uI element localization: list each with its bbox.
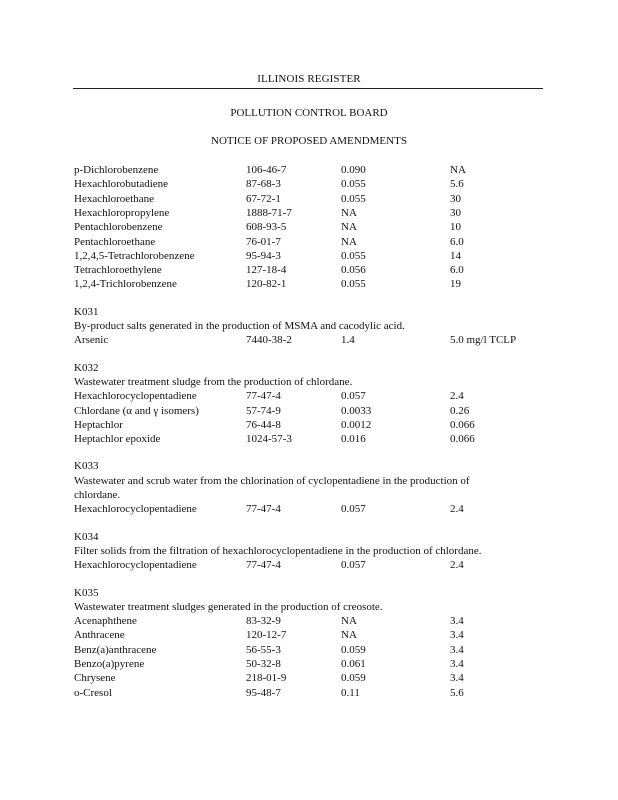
cas-number: 1888-71-7 [246,206,292,219]
constituent-name: Hexachlorobutadiene [74,178,169,191]
wastewater-standard: 0.059 [341,643,366,656]
nonwastewater-standard: 2.4 [450,559,464,572]
wastewater-standard: 0.057 [341,559,366,572]
wastewater-standard: 0.055 [341,178,366,191]
table-row [74,687,554,701]
cas-number: 76-01-7 [246,235,281,248]
waste-code: K034 [74,530,99,543]
nonwastewater-standard: 2.4 [450,503,464,516]
constituent-name: Acenaphthene [74,615,137,628]
table-row [74,278,554,292]
constituent-name: p-Dichlorobenzene [74,164,159,176]
wastewater-standard: 0.055 [341,192,366,205]
constituent-name: Chlordane (α and γ isomers) [74,404,199,417]
table-row [74,178,554,192]
table-row [74,207,554,221]
wastewater-standard: NA [341,235,357,248]
nonwastewater-standard: 6.0 [450,264,464,277]
cas-number: 83-32-9 [246,615,281,628]
board-name: POLLUTION CONTROL BOARD [230,107,388,119]
cas-number: 77-47-4 [246,559,281,572]
nonwastewater-standard: 19 [450,278,461,291]
cas-number: 56-55-3 [246,643,281,656]
table-row [74,629,554,643]
cas-number: 57-74-9 [246,404,281,417]
waste-description: Wastewater and scrub water from the chlorination of cyclopentadiene in the production of [74,474,470,487]
constituent-name: 1,2,4,5-Tetrachlorobenzene [74,249,195,262]
constituent-name: Hexachlorocyclopentadiene [74,559,197,572]
cas-number: 50-32-8 [246,658,281,670]
table-row [74,559,554,573]
nonwastewater-standard: 0.066 [450,418,475,431]
register-title: ILLINOIS REGISTER [257,73,361,85]
nonwastewater-standard: 14 [450,249,461,262]
constituent-name: 1,2,4-Trichlorobenzene [74,278,177,291]
constituent-name: Heptachlor [74,418,123,431]
nonwastewater-standard: 0.26 [450,404,470,417]
table-row [74,236,554,250]
wastewater-standard: NA [341,629,357,642]
wastewater-standard: NA [341,615,357,628]
table-row [74,264,554,278]
constituent-name: Pentachlorobenzene [74,221,163,234]
waste-description: chlordane. [74,489,121,501]
constituent-name: Hexachloroethane [74,192,155,205]
nonwastewater-standard: 10 [450,221,461,234]
table-row [74,433,554,447]
nonwastewater-standard: 3.4 [450,615,464,628]
waste-code: K032 [74,361,99,374]
waste-code: K031 [74,305,99,318]
table-row [74,672,554,686]
cas-number: 67-72-1 [246,192,281,205]
nonwastewater-standard: 0.066 [450,433,475,446]
waste-description: By-product salts generated in the production of MSMA and cacodylic acid. [74,320,405,332]
nonwastewater-standard: 3.4 [450,658,464,670]
cas-number: 95-48-7 [246,686,281,699]
wastewater-standard: 0.061 [341,658,366,670]
waste-description: Filter solids from the filtration of hexachlorocyclopentadiene in the production of chlordane. [74,544,482,557]
cas-number: 120-12-7 [246,629,287,642]
wastewater-standard: 1.4 [341,334,355,347]
cas-number: 95-94-3 [246,249,281,262]
wastewater-standard: 0.016 [341,433,366,446]
table-row [74,221,554,235]
table-row [74,644,554,658]
cas-number: 106-46-7 [246,164,287,176]
constituent-name: Benzo(a)pyrene [74,658,145,670]
nonwastewater-standard: 30 [450,192,461,205]
wastewater-standard: 0.059 [341,672,366,685]
wastewater-standard: 0.057 [341,503,366,516]
table-row [74,419,554,433]
notice-title: NOTICE OF PROPOSED AMENDMENTS [211,135,407,147]
cas-number: 120-82-1 [246,278,287,291]
cas-number: 76-44-8 [246,418,281,431]
wastewater-standard: 0.11 [341,686,360,699]
wastewater-standard: 0.0012 [341,418,372,431]
table-row [74,405,554,419]
constituent-name: Chrysene [74,672,116,685]
constituent-name: Arsenic [74,334,109,347]
cas-number: 77-47-4 [246,503,281,516]
nonwastewater-standard: 5.0 mg/l TCLP [450,334,517,347]
cas-number: 87-68-3 [246,178,281,191]
nonwastewater-standard: NA [450,164,466,176]
table-row [74,658,554,672]
cas-number: 1024-57-3 [246,433,292,446]
table-row [74,615,554,629]
wastewater-standard: 0.056 [341,264,366,277]
constituent-name: o-Cresol [74,686,112,699]
waste-description: Wastewater treatment sludges generated in the production of creosote. [74,600,383,613]
nonwastewater-standard: 3.4 [450,643,464,656]
wastewater-standard: 0.057 [341,390,366,403]
table-row [74,193,554,207]
constituent-name: Hexachlorocyclopentadiene [74,390,197,403]
nonwastewater-standard: 6.0 [450,235,464,248]
cas-number: 7440-38-2 [246,334,292,347]
nonwastewater-standard: 2.4 [450,390,464,403]
waste-code: K033 [74,460,99,473]
nonwastewater-standard: 3.4 [450,629,464,642]
wastewater-standard: 0.055 [341,278,366,291]
cas-number: 218-01-9 [246,672,287,685]
waste-description: Wastewater treatment sludge from the production of chlordane. [74,375,353,388]
wastewater-standard: 0.0033 [341,404,372,417]
nonwastewater-standard: 30 [450,206,461,219]
table-row [74,250,554,264]
waste-code: K035 [74,586,99,599]
nonwastewater-standard: 5.6 [450,686,464,699]
wastewater-standard: NA [341,221,357,234]
header-rule [73,88,543,89]
constituent-name: Heptachlor epoxide [74,433,161,446]
nonwastewater-standard: 5.6 [450,178,464,191]
cas-number: 127-18-4 [246,264,287,277]
table-row [74,390,554,404]
constituent-name: Tetrachloroethylene [74,264,162,277]
constituent-name: Hexachlorocyclopentadiene [74,503,197,516]
wastewater-standard: NA [341,206,357,219]
constituent-name: Hexachloropropylene [74,206,170,219]
nonwastewater-standard: 3.4 [450,672,464,685]
wastewater-standard: 0.090 [341,164,366,176]
table-row [74,334,554,348]
constituent-name: Pentachloroethane [74,235,156,248]
cas-number: 608-93-5 [246,221,287,234]
table-row [74,503,554,517]
table-row [74,164,554,178]
constituent-name: Anthracene [74,629,125,642]
cas-number: 77-47-4 [246,390,281,403]
wastewater-standard: 0.055 [341,249,366,262]
constituent-name: Benz(a)anthracene [74,643,157,656]
